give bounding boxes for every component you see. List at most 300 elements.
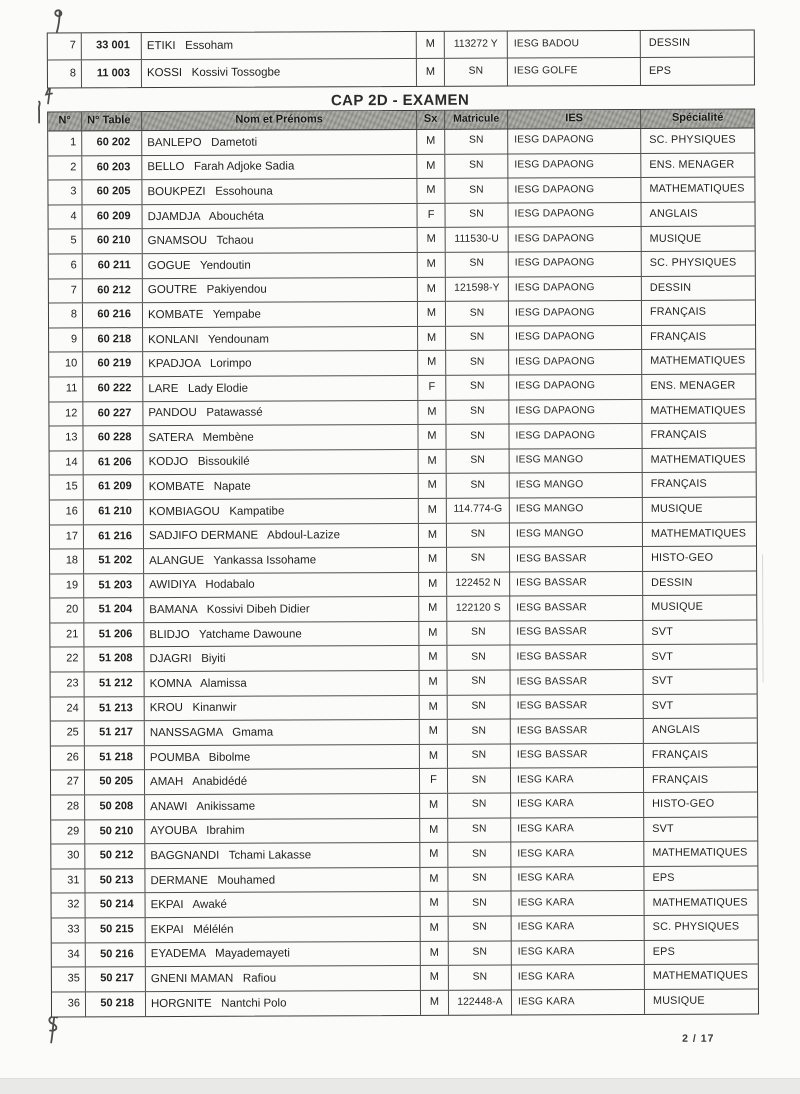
- table-row: [48, 178, 754, 206]
- scan-edge-band: [0, 1078, 800, 1094]
- cell-num: 31: [51, 869, 85, 893]
- cell-num: 2: [48, 156, 82, 180]
- cell-sex: M: [420, 720, 448, 744]
- cell-ies: IESG KARA: [511, 793, 644, 817]
- cell-sex: M: [420, 818, 448, 842]
- cell-sex: M: [418, 228, 446, 252]
- table-row: [50, 522, 756, 550]
- section-title: CAP 2D - EXAMEN: [330, 91, 470, 110]
- cell-num: 14: [50, 451, 84, 475]
- cell-specialty: ENS. MENAGER: [650, 379, 736, 392]
- cell-name: GNAMSOU Tchaou: [143, 228, 418, 253]
- header-specialty: Spécialité: [671, 111, 724, 125]
- cell-matricule: SN: [449, 966, 512, 990]
- cell-num: 5: [49, 230, 83, 254]
- header-name: Nom et Prénoms: [142, 111, 417, 130]
- cell-table-no: 60 222: [83, 377, 143, 401]
- cell-name: KOSSI Kossivi Tossogbe: [142, 59, 417, 87]
- cell-num: 7: [49, 279, 83, 303]
- cell-num: 15: [50, 476, 84, 500]
- previous-exam-table: [47, 29, 755, 88]
- cell-ies: IESG DAPAONG: [508, 129, 641, 153]
- cell-ies: IESG BASSAR: [511, 670, 644, 694]
- cell-num: 10: [49, 353, 83, 377]
- table-row: [50, 596, 756, 624]
- cell-name: AWIDIYA Hodabalo: [144, 573, 419, 598]
- cell-ies: IESG BASSAR: [511, 695, 644, 719]
- cell-ies: IESG DAPAONG: [509, 326, 642, 350]
- cell-name: SATERA Membène: [143, 425, 418, 450]
- cell-sex: M: [421, 966, 449, 990]
- table-row: [51, 792, 757, 820]
- cell-name: EKPAI Awaké: [146, 892, 421, 917]
- cell-ies: IESG DAPAONG: [508, 178, 641, 202]
- cell-matricule: SN: [449, 941, 512, 965]
- table-row: [49, 251, 755, 279]
- cell-ies: IESG KARA: [512, 965, 645, 989]
- cell-name: KOMNA Alamissa: [145, 671, 420, 696]
- cell-num: 8: [49, 304, 83, 328]
- cell-matricule: SN: [448, 794, 511, 818]
- cell-table-no: 51 206: [84, 623, 144, 647]
- cell-sex: M: [419, 499, 447, 523]
- table-row: [50, 620, 756, 648]
- cell-ies: IESG KARA: [511, 867, 644, 891]
- cell-num: 3: [48, 181, 82, 205]
- cell-table-no: 61 206: [84, 451, 144, 475]
- cell-ies: IESG BASSAR: [510, 547, 643, 571]
- cell-num: 25: [51, 722, 85, 746]
- cell-ies: IESG MANGO: [510, 473, 643, 497]
- table-row: [50, 571, 756, 599]
- cell-name: BAMANA Kossivi Dibeh Didier: [144, 597, 419, 622]
- cell-sex: M: [417, 130, 445, 154]
- cell-name: ETIKI Essoham: [142, 32, 417, 59]
- cell-sex: M: [417, 154, 445, 178]
- cell-table-no: 61 209: [84, 475, 144, 499]
- cell-sex: M: [421, 991, 449, 1016]
- cell-matricule: SN: [445, 154, 508, 178]
- table-row: [51, 670, 757, 698]
- cell-table-no: 60 205: [82, 180, 142, 204]
- cell-table-no: 50 216: [86, 943, 146, 967]
- cell-matricule: 113272 Y: [445, 32, 508, 58]
- cell-table-no: 60 228: [83, 426, 143, 450]
- cell-ies: IESG DAPAONG: [509, 227, 642, 251]
- table-row: [51, 866, 757, 894]
- cell-specialty: SVT: [651, 625, 674, 638]
- table-row: [48, 153, 754, 181]
- table-row: [52, 940, 758, 968]
- cell-table-no: 51 203: [84, 574, 144, 598]
- cell-num: 33: [52, 918, 86, 942]
- table-row: [52, 965, 758, 993]
- cell-specialty: FRANÇAIS: [650, 330, 707, 343]
- cell-specialty: ANGLAIS: [649, 207, 698, 220]
- cell-specialty: EPS: [652, 945, 676, 958]
- pen-mark-top-icon: [51, 7, 67, 35]
- cell-table-no: 60 219: [83, 352, 143, 376]
- cell-specialty: SVT: [651, 650, 674, 663]
- cell-sex: M: [421, 941, 449, 965]
- cell-specialty: MUSIQUE: [649, 232, 702, 245]
- header-table-no: N° Table: [82, 112, 142, 130]
- cell-name: AYOUBA Ibrahim: [145, 819, 420, 844]
- cell-ies: IESG DAPAONG: [509, 277, 642, 301]
- table-row: [51, 768, 757, 796]
- cell-num: 20: [50, 599, 84, 623]
- cell-table-no: 60 202: [82, 131, 142, 155]
- cell-name: AMAH Anabidédé: [145, 769, 420, 794]
- cell-num: 11: [49, 377, 83, 401]
- cell-specialty: MATHEMATIQUES: [650, 453, 746, 466]
- cell-table-no: 50 214: [86, 894, 146, 918]
- cell-ies: IESG KARA: [512, 891, 645, 915]
- cell-name: EYADEMA Mayademayeti: [146, 942, 421, 967]
- cell-table-no: 51 217: [85, 721, 145, 745]
- cell-matricule: SN: [448, 744, 511, 768]
- cell-num: 4: [49, 205, 83, 229]
- table-row: [50, 547, 756, 575]
- table-row: [52, 989, 758, 1017]
- cell-matricule: SN: [449, 892, 512, 916]
- cell-specialty: FRANÇAIS: [651, 748, 709, 761]
- cell-name: KROU Kinanwir: [145, 696, 420, 721]
- cell-ies: IESG MANGO: [510, 498, 643, 522]
- cell-sex: M: [418, 302, 446, 326]
- cell-ies: IESG BASSAR: [510, 645, 643, 669]
- cell-matricule: SN: [446, 425, 509, 449]
- cell-num: 26: [51, 746, 85, 770]
- cell-ies: IESG DAPAONG: [509, 301, 642, 325]
- cell-matricule: SN: [447, 523, 510, 547]
- cell-ies: IESG DAPAONG: [509, 203, 642, 227]
- cell-matricule: SN: [448, 671, 511, 695]
- cell-num: 35: [52, 968, 86, 992]
- cell-matricule: 122448-A: [449, 990, 512, 1015]
- cell-sex: M: [420, 843, 448, 867]
- cell-matricule: 122452 N: [447, 572, 510, 596]
- cell-specialty: HISTO-GEO: [651, 551, 714, 565]
- scan-edge-shadow: [762, 554, 764, 682]
- cell-num: 7: [48, 33, 82, 59]
- cell-table-no: 60 216: [83, 303, 143, 327]
- cell-num: 30: [51, 845, 85, 869]
- cell-name: KODJO Bissoukilé: [144, 450, 419, 475]
- cell-table-no: 11 003: [82, 60, 142, 87]
- cell-sex: M: [419, 523, 447, 547]
- cell-matricule: SN: [448, 867, 511, 891]
- cell-matricule: SN: [448, 843, 511, 867]
- cell-sex: M: [419, 597, 447, 621]
- cell-sex: M: [421, 917, 449, 941]
- cell-num: 23: [51, 672, 85, 696]
- cell-num: 6: [49, 254, 83, 278]
- cell-name: SADJIFO DERMANE Abdoul-Lazize: [144, 523, 419, 548]
- cell-specialty: SC. PHYSIQUES: [649, 256, 737, 270]
- cell-ies: IESG DAPAONG: [509, 252, 642, 276]
- cell-table-no: 50 212: [85, 844, 145, 868]
- cell-specialty: DESSIN: [649, 281, 692, 294]
- table-row: [50, 473, 756, 501]
- table-row: [48, 57, 754, 87]
- pen-mark-header-icon: [34, 101, 44, 125]
- cell-specialty: MUSIQUE: [651, 601, 704, 614]
- table-row: [49, 227, 755, 255]
- cell-table-no: 50 208: [85, 795, 145, 819]
- cell-sex: M: [420, 868, 448, 892]
- cell-matricule: SN: [445, 130, 508, 154]
- cell-table-no: 51 204: [84, 598, 144, 622]
- table-row: [48, 128, 754, 156]
- cell-sex: M: [421, 892, 449, 916]
- cell-sex: M: [419, 450, 447, 474]
- cell-num: 24: [51, 697, 85, 721]
- cell-sex: F: [420, 769, 448, 793]
- table-row: [49, 276, 755, 304]
- cell-specialty: SC. PHYSIQUES: [652, 920, 740, 934]
- cell-ies: IESG KARA: [512, 941, 645, 965]
- cell-name: GNENI MAMAN Rafiou: [146, 966, 421, 991]
- cell-matricule: SN: [445, 179, 508, 203]
- table-row: [51, 842, 757, 870]
- cell-ies: IESG BADOU: [508, 31, 641, 58]
- cell-matricule: SN: [446, 400, 509, 424]
- cell-sex: M: [419, 474, 447, 498]
- cell-matricule: 111530-U: [446, 228, 509, 252]
- cell-specialty: EPS: [652, 871, 675, 884]
- cell-specialty: SC. PHYSIQUES: [649, 133, 736, 147]
- cell-sex: M: [418, 327, 446, 351]
- cell-num: 19: [50, 574, 84, 598]
- cell-matricule: SN: [446, 203, 509, 227]
- cell-num: 22: [50, 648, 84, 672]
- cell-table-no: 60 210: [83, 229, 143, 253]
- cap2d-exam-table: [47, 108, 759, 1017]
- cell-sex: M: [420, 794, 448, 818]
- cell-table-no: 51 212: [85, 672, 145, 696]
- cell-table-no: 50 213: [85, 869, 145, 893]
- cell-sex: M: [417, 59, 445, 86]
- table-row: [49, 325, 755, 353]
- cell-sex: F: [418, 204, 446, 228]
- cell-matricule: SN: [449, 917, 512, 941]
- cell-specialty: MATHEMATIQUES: [652, 896, 748, 909]
- cell-matricule: SN: [448, 818, 511, 842]
- cell-table-no: 33 001: [82, 33, 142, 59]
- cell-matricule: SN: [448, 695, 511, 719]
- cell-table-no: 60 211: [83, 254, 143, 278]
- cell-specialty: DESSIN: [651, 576, 693, 589]
- cell-table-no: 50 217: [86, 967, 146, 991]
- cell-name: DJAGRI Biyiti: [144, 646, 419, 671]
- cell-name: DJAMDJA Abouchéta: [143, 204, 418, 229]
- cell-matricule: SN: [448, 720, 511, 744]
- table-row: [49, 399, 755, 427]
- cell-num: 28: [51, 795, 85, 819]
- cell-name: ALANGUE Yankassa Issohame: [144, 548, 419, 573]
- cell-table-no: 60 209: [83, 205, 143, 229]
- cell-sex: M: [418, 400, 446, 424]
- cell-table-no: 50 218: [86, 992, 146, 1017]
- cell-ies: IESG KARA: [512, 990, 645, 1015]
- table-row: [51, 694, 757, 722]
- cell-ies: IESG KARA: [511, 818, 644, 842]
- cell-name: POUMBA Bibolme: [145, 745, 420, 770]
- table-row: [48, 30, 754, 60]
- cell-matricule: SN: [447, 449, 510, 473]
- cell-name: BANLEPO Dametoti: [142, 130, 417, 155]
- cell-sex: M: [418, 277, 446, 301]
- cell-ies: IESG BASSAR: [511, 719, 644, 743]
- cell-table-no: 60 212: [83, 279, 143, 303]
- cell-num: 13: [49, 427, 83, 451]
- cell-matricule: SN: [446, 252, 509, 276]
- cell-num: 27: [51, 771, 85, 795]
- table-row: [51, 817, 757, 845]
- cell-num: 34: [52, 943, 86, 967]
- cell-ies: IESG KARA: [511, 842, 644, 866]
- cell-specialty: HISTO-GEO: [652, 797, 715, 811]
- cell-num: 21: [50, 623, 84, 647]
- table-row: [51, 743, 757, 771]
- cell-table-no: 50 210: [85, 820, 145, 844]
- cell-matricule: 122120 S: [447, 597, 510, 621]
- cell-sex: M: [417, 32, 445, 58]
- cell-sex: F: [418, 376, 446, 400]
- cell-specialty: MATHEMATIQUES: [650, 527, 747, 540]
- cell-num: 29: [51, 820, 85, 844]
- cell-specialty: FRANÇAIS: [650, 478, 707, 491]
- cell-num: 16: [50, 500, 84, 524]
- cell-ies: IESG DAPAONG: [509, 375, 642, 399]
- cell-table-no: 60 227: [83, 402, 143, 426]
- cell-sex: M: [418, 425, 446, 449]
- cell-specialty: MUSIQUE: [650, 502, 703, 515]
- cell-specialty: MATHEMATIQUES: [649, 182, 745, 196]
- cell-name: NANSSAGMA Gmama: [145, 720, 420, 745]
- cell-ies: IESG KARA: [511, 768, 644, 792]
- cell-ies: IESG KARA: [512, 916, 645, 940]
- table-row: [50, 448, 756, 476]
- cell-num: 12: [49, 402, 83, 426]
- header-matricule: Matricule: [445, 111, 508, 129]
- cell-specialty: EPS: [648, 64, 672, 77]
- cell-num: 17: [50, 525, 84, 549]
- header-num: N°: [48, 112, 82, 130]
- cell-specialty: FRANÇAIS: [649, 305, 707, 319]
- cell-sex: M: [418, 253, 446, 277]
- cell-name: KONLANI Yendounam: [143, 327, 418, 352]
- cell-name: KOMBATE Napate: [144, 474, 419, 499]
- cell-name: KOMBATE Yempabe: [143, 302, 418, 327]
- cell-matricule: 121598-Y: [446, 277, 509, 301]
- cell-matricule: SN: [446, 351, 509, 375]
- table-row: [49, 374, 755, 402]
- cell-specialty: SVT: [652, 822, 674, 835]
- cell-ies: IESG BASSAR: [510, 596, 643, 620]
- cell-name: LARE Lady Elodie: [143, 376, 418, 401]
- cell-matricule: 114.774-G: [447, 498, 510, 522]
- cell-specialty: SVT: [651, 674, 674, 688]
- cell-sex: M: [419, 548, 447, 572]
- table-row: [51, 719, 757, 747]
- cell-table-no: 51 213: [85, 697, 145, 721]
- cell-name: PANDOU Patawassé: [143, 400, 418, 425]
- cell-specialty: DESSIN: [648, 37, 691, 50]
- cell-matricule: SN: [447, 621, 510, 645]
- cell-table-no: 51 218: [85, 746, 145, 770]
- cell-name: BLIDJO Yatchame Dawoune: [144, 622, 419, 647]
- cell-name: EKPAI Mélélén: [146, 917, 421, 942]
- cell-specialty: MATHEMATIQUES: [652, 846, 748, 860]
- cell-name: KPADJOA Lorimpo: [143, 351, 418, 376]
- cell-num: 18: [50, 549, 84, 573]
- cell-ies: IESG DAPAONG: [509, 399, 642, 423]
- cell-matricule: SN: [445, 59, 508, 86]
- cell-sex: M: [420, 671, 448, 695]
- cell-matricule: SN: [448, 769, 511, 793]
- cell-name: KOMBIAGOU Kampatibe: [144, 499, 419, 524]
- cell-sex: M: [418, 351, 446, 375]
- cell-name: BOUKPEZI Essohouna: [142, 179, 417, 204]
- table-body: [48, 128, 758, 1016]
- cell-num: 9: [49, 328, 83, 352]
- cell-ies: IESG GOLFE: [508, 58, 641, 86]
- cell-table-no: 50 205: [85, 771, 145, 795]
- cell-ies: IESG BASSAR: [511, 744, 644, 768]
- table-row: [49, 424, 755, 452]
- cell-name: HORGNITE Nantchi Polo: [146, 991, 421, 1017]
- cell-matricule: SN: [447, 646, 510, 670]
- cell-ies: IESG DAPAONG: [509, 424, 642, 448]
- cell-name: GOGUE Yendoutin: [143, 253, 418, 278]
- table-row: [52, 915, 758, 943]
- table-row: [49, 202, 755, 230]
- cell-table-no: 61 210: [84, 500, 144, 524]
- table-row: [50, 497, 756, 525]
- cell-name: BELLO Farah Adjoke Sadia: [142, 155, 417, 180]
- cell-sex: M: [417, 179, 445, 203]
- cell-specialty: MATHEMATIQUES: [650, 354, 746, 368]
- cell-sex: M: [420, 745, 448, 769]
- cell-num: 32: [52, 894, 86, 918]
- cell-specialty: MATHEMATIQUES: [652, 969, 749, 983]
- cell-ies: IESG BASSAR: [510, 572, 643, 596]
- cell-name: BAGGNANDI Tchami Lakasse: [145, 843, 420, 868]
- table-row: [50, 645, 756, 673]
- page-number: 2 / 17: [682, 1032, 715, 1045]
- cell-ies: IESG BASSAR: [510, 621, 643, 645]
- cell-ies: IESG MANGO: [510, 449, 643, 473]
- cell-specialty: FRANÇAIS: [651, 773, 709, 786]
- cell-sex: M: [419, 646, 447, 670]
- cell-matricule: SN: [447, 548, 510, 572]
- header-ies: IES: [508, 110, 641, 129]
- cell-specialty: SVT: [651, 699, 674, 712]
- cell-ies: IESG DAPAONG: [509, 350, 642, 374]
- cell-ies: IESG DAPAONG: [508, 154, 641, 178]
- cell-specialty: ENS. MENAGER: [649, 158, 735, 171]
- table-row: [49, 350, 755, 378]
- cell-ies: IESG MANGO: [510, 522, 643, 546]
- cell-name: DERMANE Mouhamed: [145, 868, 420, 893]
- cell-table-no: 51 202: [84, 549, 144, 573]
- cell-name: GOUTRE Pakiyendou: [143, 277, 418, 302]
- cell-num: 1: [48, 131, 82, 155]
- cell-specialty: FRANÇAIS: [650, 428, 707, 442]
- cell-table-no: 60 218: [83, 328, 143, 352]
